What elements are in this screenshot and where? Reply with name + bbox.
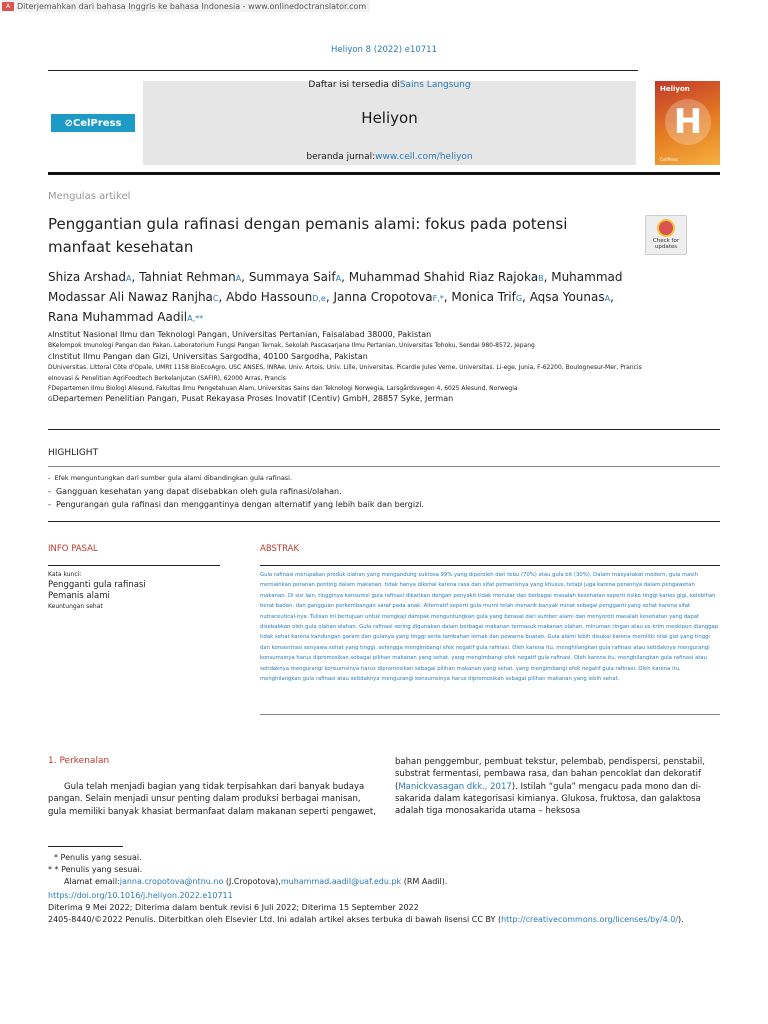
keywords-label: Kata kunci: xyxy=(48,571,82,578)
cover-title: Heliyon xyxy=(660,85,690,93)
contents-availability xyxy=(143,80,636,90)
author-separator: , xyxy=(543,270,552,284)
author-affiliation-mark[interactable]: B xyxy=(538,274,544,283)
author-affiliation-mark[interactable]: G xyxy=(515,294,523,303)
author-name[interactable]: Aqsa Younas xyxy=(529,290,605,304)
email-line xyxy=(48,876,720,888)
author-separator: , xyxy=(218,290,227,304)
body-text-column-2 xyxy=(395,756,720,817)
affiliation: AInstitut Nasional Ilmu dan Teknologi Pangan, Universitas Pertanian, Faisalabad 38000, Pakistan xyxy=(48,330,432,339)
contents-prefix: Daftar isi tersedia di xyxy=(308,80,400,90)
email-prefix: Alamat email: xyxy=(64,877,120,886)
author-affiliation-mark[interactable]: D,e xyxy=(312,294,326,303)
doi-line xyxy=(48,890,720,902)
author-separator: , xyxy=(241,270,249,284)
journal-homepage xyxy=(143,152,636,162)
author-name[interactable]: Muhammad Shahid Riaz Rajoka xyxy=(348,270,539,284)
author-separator: , xyxy=(325,290,334,304)
author-name[interactable]: Tahniat Rehman xyxy=(139,270,236,284)
author-name[interactable]: Janna Cropotova xyxy=(333,290,433,304)
received-dates: Diterima 9 Mei 2022; Diterima dalam bentuk revisi 6 Juli 2022; Diterima 15 September 2022 xyxy=(48,903,419,912)
email-note: (RM Aadil). xyxy=(401,877,448,886)
abstract-text: Gula rafinasi merupakan produk olahan yang mengandung sukrosa 99% yang diperoleh dari tebu (70%) atau gula bit (30%). Dalam masyarakat modern, gula masih memainkan peranan penting dalam makanan, tidak hanya dikenal karena rasa dan sifat pemanisnya yang khusus, tetapi juga karena perannya dalam pengawetan makanan. Di sisi lain, tingginya konsumsi gula rafinasi dikaitkan dengan penyakit tidak menular dan berbagai masalah kesehatan seperti risiko tinggi karies gigi, kelebihan berat badan, dan gangguan perkembangan saraf pada anak. Alternatif seperti gula murni telah menarik banyak minat sebagai pengganti yang sehat karena sifat nutraceutical-nya. Tulisan ini bertujuan untuk mengkaji dampak menguntungkan gula yang berasal dari sumber alami dan menyoroti masalah kesehatan yang dapat disebabkan oleh gula olahan olahan. Gula rafinasi sering digunakan dalam berbagai makanan termasuk makanan olahan, minuman ringan atau es krim meskipun dianggap tidak sehat karena kandungan garam dan gulanya yang tinggi serta tambahan lemak dan pewarna buatan. Gula alami lebih disukai karena memiliki nilai gizi yang tinggi dan konsentrasi senyawa sehat yang tinggi, sehingga mengimbangi efek negatif gula rafinasi. Oleh karena itu, menghilangkan gula rafinasi atau setidaknya mengurangi konsumsinya harus dipromosikan sebagai pilihan makanan yang sehat. yang mengimbangi efek negatif gula rafinasi. Oleh karena itu, menghilangkan gula rafinasi atau setidaknya mengurangi konsumsinya harus dipromosikan sebagai pilihan makanan yang sehat. yang mengimbangi efek negatif gula rafinasi. Oleh karena itu, menghilangkan gula rafinasi atau setidaknya mengurangi konsumsinya harus dipromosikan sebagai pilihan makanan yang lebih sehat. xyxy=(260,572,719,683)
keywords-block xyxy=(48,570,248,612)
corresponding-note: * * Penulis yang sesuai. xyxy=(48,865,143,874)
affiliation: eInovasi & Penelitian AgriFoodtech Berkelanjutan (SAFIR), 62000 Arras, Prancis xyxy=(48,374,286,382)
author-name[interactable]: Shiza Arshad xyxy=(48,270,126,284)
keyword: Keuntungan sehat xyxy=(48,603,103,610)
section-heading: 1. Perkenalan xyxy=(48,756,110,766)
license-line xyxy=(48,914,720,926)
corresponding-note: * Penulis yang sesuai. xyxy=(54,853,142,862)
keyword: Pemanis alami xyxy=(48,591,110,601)
divider xyxy=(48,70,638,71)
doi-link[interactable]: https://doi.org/10.1016/j.heliyon.2022.e10711 xyxy=(48,891,233,900)
author-name[interactable]: Muhammad Modassar Ali Nawaz Ranjha xyxy=(48,270,623,304)
author-affiliation-mark[interactable]: A xyxy=(126,274,132,283)
cover-logo: H xyxy=(665,99,711,145)
publisher-logo-text: CelPress xyxy=(72,117,122,129)
affiliation: FDepartemen Ilmu Biologi Alesund, Fakultas Ilmu Pengetahuan Alam, Universitas Sains dan Teknologi Norwegia, Larsgårdsvegen 4, 6025 Alesund, Norwegia xyxy=(48,385,518,393)
paragraph: Gula telah menjadi bagian yang tidak terpisahkan dari banyak budaya pangan. Selain menjadi unsur penting dalam produksi berbagai manisan, gula memiliki banyak khasiat bermanfaat dalam makanan seperti pengawet, xyxy=(48,782,376,817)
author-affiliation-mark[interactable]: F,* xyxy=(432,294,444,303)
translation-banner-text: Diterjemahkan dari bahasa Inggris ke bahasa Indonesia - www.onlinedoctranslator.com xyxy=(17,1,367,11)
author-name[interactable]: Abdo Hassoun xyxy=(226,290,313,304)
highlight-item: - Pengurangan gula rafinasi dan menggantinya dengan alternatif yang lebih baik dan bergizi. xyxy=(48,500,425,509)
author-separator: , xyxy=(522,290,530,304)
check-updates-icon xyxy=(657,219,675,237)
header-rule xyxy=(48,172,720,175)
abstract-heading: ABSTRAK xyxy=(260,544,300,554)
body-text-column-1 xyxy=(48,781,378,818)
journal-cover-image xyxy=(655,81,720,165)
check-updates-label: Check for updates xyxy=(652,238,680,250)
divider xyxy=(260,565,720,566)
divider xyxy=(48,565,220,566)
author-list xyxy=(48,268,628,328)
license-text: 2405-8440/©2022 Penulis. Diterbitkan oleh Elsevier Ltd. Ini adalah artikel akses terbuka di bawah lisensi CC BY ( xyxy=(48,915,502,924)
email-link[interactable]: janna.cropotova@ntnu.no xyxy=(119,877,224,886)
paragraph-part: bahan penggembur, pembuat tekstur, pelembab, pendispersi, penstabil, substrat fermentasi, pembawa rasa, dan bahan pencoklat dan dekoratif ( xyxy=(395,757,705,792)
journal-reference[interactable]: Heliyon 8 (2022) e10711 xyxy=(330,45,437,55)
divider xyxy=(260,714,720,715)
highlights-heading: HIGHLIGHT xyxy=(48,448,99,458)
article-title: Penggantian gula rafinasi dengan pemanis alami: fokus pada potensi manfaat kesehatan xyxy=(48,215,568,256)
affiliation: DUniversitas. Littoral Côte d'Opale, UMRt 1158 BioEcoAgro, USC ANSES, INRAe, Univ. Artois, Univ. Lille, Universitas. Picardie Jules Verne, Universitas. Li-ege, Junia, F-62200, Boulognesur-Mer, Prancis xyxy=(48,364,642,372)
affiliation: GDepartemen Penelitian Pangan, Pusat Rekayasa Proses Inovatif (Centiv) GmbH, 28857 Syke, Jerman xyxy=(48,394,454,404)
author-separator: , xyxy=(610,290,614,304)
article-info-heading: INFO PASAL xyxy=(48,544,98,554)
author-separator: , xyxy=(341,270,349,284)
affiliation: CInstitut Ilmu Pangan dan Gizi, Universitas Sargodha, 40100 Sargodha, Pakistan xyxy=(48,351,368,361)
journal-title: Heliyon xyxy=(361,109,418,127)
keyword: Pengganti gula rafinasi xyxy=(48,580,146,590)
highlight-item: - Efek menguntungkan dari sumber gula alami dibandingkan gula rafinasi. xyxy=(48,474,293,482)
citation-link[interactable]: Manickvasagan dkk., 2017 xyxy=(398,781,512,792)
cover-footer: CellPress xyxy=(660,157,679,162)
footnote-rule xyxy=(48,846,123,847)
affiliation: BKelompok Imunologi Pangan dan Pakan, Laboratorium Fungsi Pangan Ternak, Sekolah Pascasarjana Ilmu Pertanian, Universitas Tohoku, Sendai 980-8572, Jepang xyxy=(48,342,535,350)
divider xyxy=(48,429,720,430)
footnotes xyxy=(48,852,720,926)
email-note: (J.Cropotova), xyxy=(223,877,281,886)
affiliations xyxy=(48,330,720,406)
author-separator: , xyxy=(443,290,452,304)
license-link[interactable]: http://creativecommons.org/licenses/by/4.0/ xyxy=(501,915,679,924)
email-link[interactable]: muhammad.aadil@uaf.edu.pk xyxy=(280,877,402,886)
article-type: Mengulas artikel xyxy=(48,191,131,202)
publisher-logo-box xyxy=(48,81,138,165)
translation-banner[interactable] xyxy=(0,0,370,12)
divider xyxy=(48,521,720,522)
highlight-item: - Gangguan kesehatan yang dapat disebabkan oleh gula rafinasi/olahan. xyxy=(48,487,342,496)
translate-icon: A xyxy=(2,2,14,11)
check-for-updates-button[interactable] xyxy=(645,215,687,255)
author-name[interactable]: Summaya Saif xyxy=(248,270,336,284)
license-text: ). xyxy=(678,915,684,924)
author-affiliation-mark[interactable]: A,** xyxy=(187,314,204,323)
author-affiliation-mark[interactable]: A xyxy=(604,294,611,303)
author-affiliation-mark[interactable]: A xyxy=(235,274,242,283)
homepage-link[interactable]: www.cell.com/heliyon xyxy=(375,152,473,162)
divider xyxy=(48,466,720,467)
author-affiliation-mark[interactable]: A xyxy=(335,274,342,283)
paragraph-part: ). Istilah “gula” mengacu pada mono dan di-sakarida dalam kategorisasi kimianya. Glukosa, fruktosa, dan galaktosa adalah tiga monosakarida utama – heksosa xyxy=(395,781,702,817)
author-affiliation-mark[interactable]: C xyxy=(212,294,219,303)
sciencedirect-link[interactable]: Sains Langsung xyxy=(399,80,471,90)
author-name[interactable]: Rana Muhammad Aadil xyxy=(48,310,188,324)
homepage-prefix: beranda jurnal: xyxy=(306,152,376,162)
cellpress-logo: ⊘ CelPress xyxy=(51,114,135,132)
author-separator: , xyxy=(131,270,140,284)
author-name[interactable]: Monica Trif xyxy=(451,290,516,304)
